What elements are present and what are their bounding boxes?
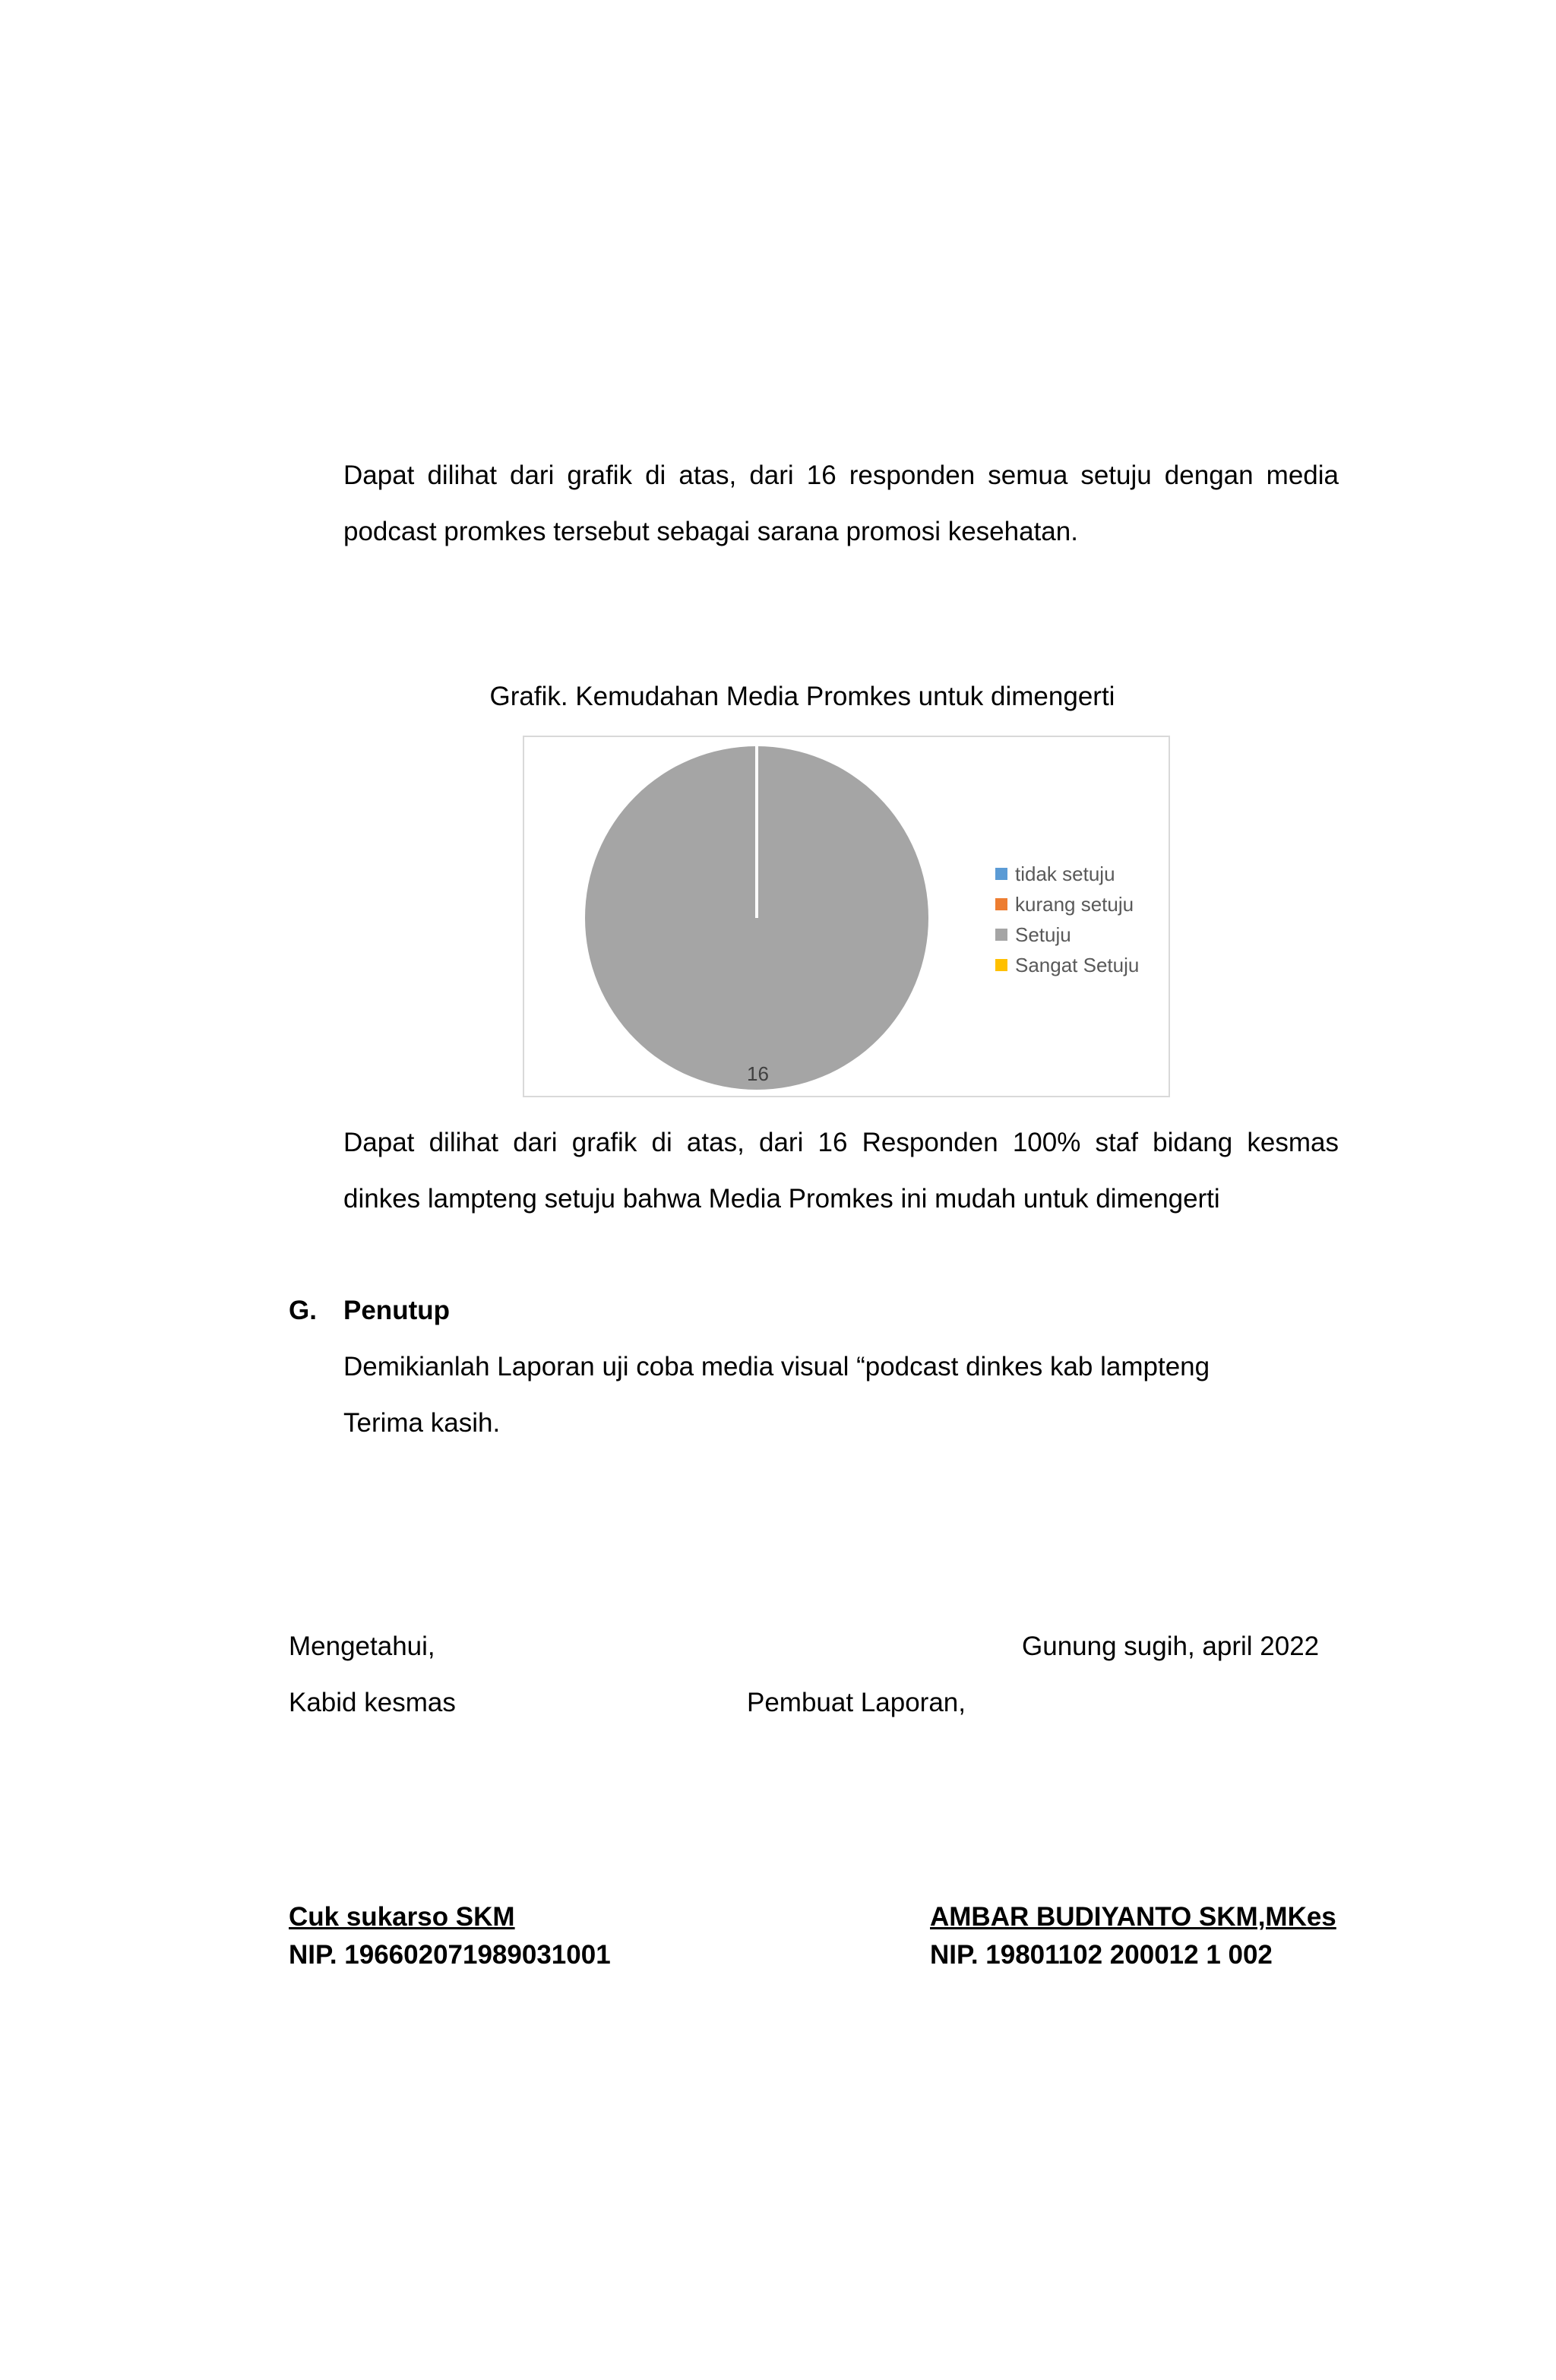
section-heading: Penutup xyxy=(343,1296,450,1325)
legend-swatch xyxy=(995,929,1007,941)
right-signer-nip: NIP. 19801102 200012 1 002 xyxy=(930,1940,1273,1970)
right-signer-name: AMBAR BUDIYANTO SKM,MKes xyxy=(930,1902,1336,1932)
legend-label: tidak setuju xyxy=(1015,862,1115,885)
place-date: Gunung sugih, april 2022 xyxy=(1022,1632,1320,1661)
legend-item xyxy=(995,919,1139,950)
legend-swatch xyxy=(995,898,1007,910)
legend-label: kurang setuju xyxy=(1015,892,1134,916)
legend-swatch xyxy=(995,868,1007,880)
left-signer-nip: NIP. 196602071989031001 xyxy=(289,1940,611,1970)
legend-item xyxy=(995,950,1139,980)
middle-role: Pembuat Laporan, xyxy=(747,1688,966,1717)
legend-label: Sangat Setuju xyxy=(1015,953,1140,976)
left-signer-name: Cuk sukarso SKM xyxy=(289,1902,515,1932)
chart-caption: Grafik. Kemudahan Media Promkes untuk dimengerti xyxy=(489,682,1115,711)
slice-data-label: 16 xyxy=(747,1062,769,1085)
intro-paragraph-line-1: Dapat dilihat dari grafik di atas, dari 16 responden semua setuju dengan media xyxy=(343,460,1339,490)
legend-swatch xyxy=(995,959,1007,971)
left-greeting: Mengetahui, xyxy=(289,1632,435,1661)
legend-item xyxy=(995,859,1139,889)
chart-legend xyxy=(995,859,1139,980)
intro-paragraph-line-2: podcast promkes tersebut sebagai sarana promosi kesehatan. xyxy=(343,517,1078,546)
after-chart-paragraph-line-1: Dapat dilihat dari grafik di atas, dari 16 Responden 100% staf bidang kesmas xyxy=(343,1128,1339,1157)
left-role: Kabid kesmas xyxy=(289,1688,456,1717)
pie-chart xyxy=(523,736,1170,1097)
legend-label: Setuju xyxy=(1015,923,1071,946)
closing-line-2: Terima kasih. xyxy=(343,1408,501,1438)
legend-item xyxy=(995,889,1139,919)
after-chart-paragraph-line-2: dinkes lampteng setuju bahwa Media Promkes ini mudah untuk dimengerti xyxy=(343,1184,1220,1214)
section-letter: G. xyxy=(289,1296,317,1325)
closing-line-1: Demikianlah Laporan uji coba media visual “podcast dinkes kab lampteng xyxy=(343,1352,1210,1381)
